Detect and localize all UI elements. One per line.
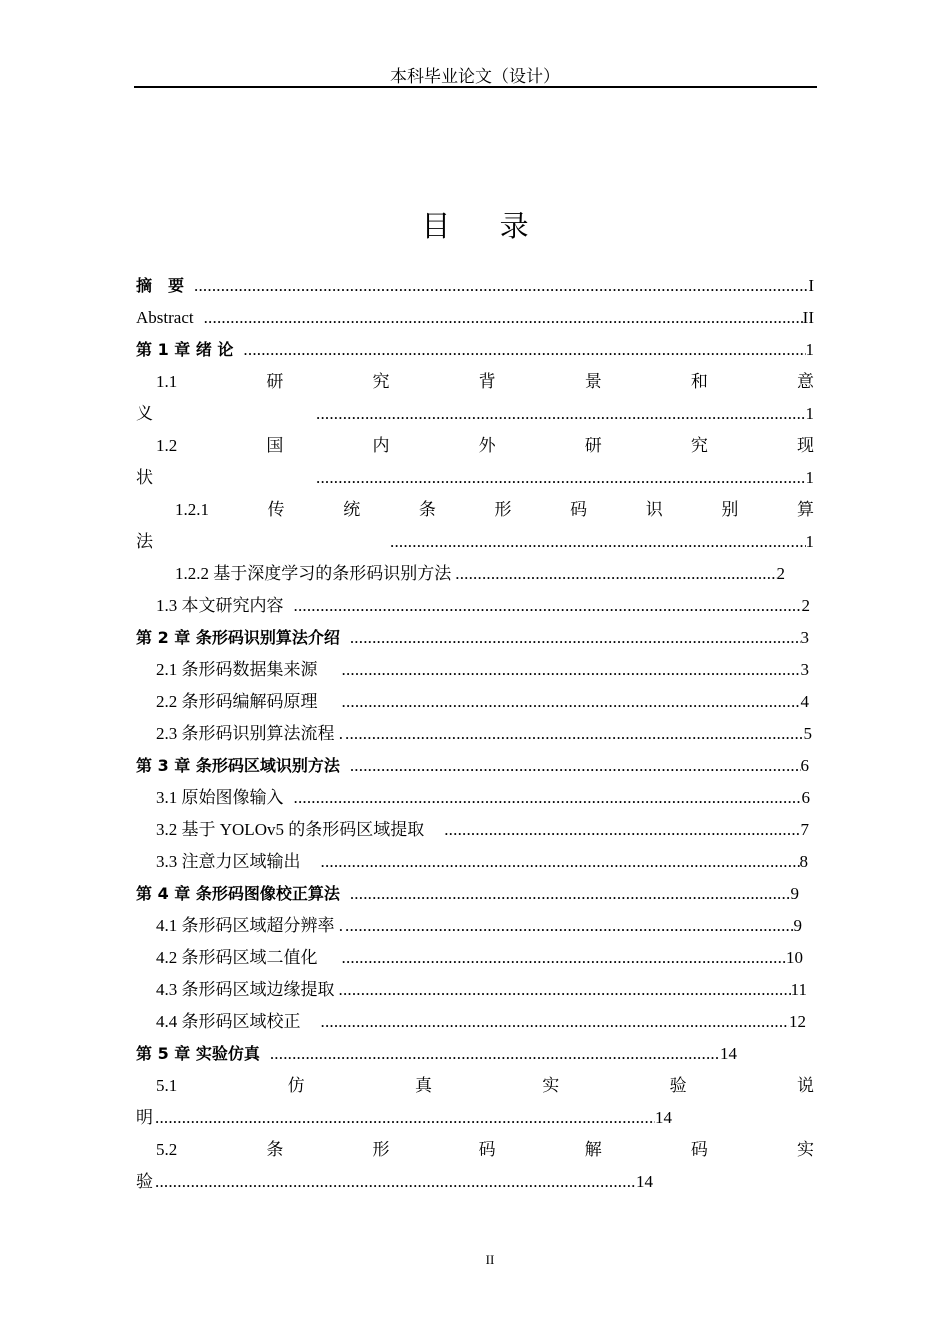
toc-entry-ch1[interactable] [136, 338, 814, 362]
toc-entry-s4-4[interactable] [156, 1010, 806, 1034]
toc-label: 义 [136, 404, 153, 423]
toc-label: 3.2 基于 YOLOv5 的条形码区域提取 [156, 820, 425, 839]
toc-word: 5.2 [156, 1140, 178, 1159]
toc-leader [345, 914, 794, 938]
toc-leader [155, 1170, 636, 1194]
toc-page: 3 [800, 660, 809, 679]
toc-leader [194, 274, 808, 298]
toc-word: 说 [796, 1076, 814, 1095]
toc-entry-s5-2-line1[interactable] [156, 1138, 814, 1162]
toc-page: 1 [805, 468, 814, 487]
toc-page: 10 [786, 948, 803, 967]
toc-entry-abstract-en[interactable] [136, 306, 814, 330]
toc-leader [339, 978, 791, 1002]
toc-label: 1.3 本文研究内容 [156, 596, 284, 615]
toc-word: 实 [797, 1140, 814, 1159]
toc-leader [321, 850, 800, 874]
toc-page: 1 [805, 404, 814, 423]
toc-word: 码 [478, 1140, 496, 1159]
toc-leader [155, 1106, 655, 1130]
toc-page: 9 [793, 916, 802, 935]
toc-entry-s5-2-line2[interactable] [136, 1170, 653, 1194]
toc-title: 目 录 [421, 209, 549, 243]
toc-word: 景 [584, 372, 602, 391]
toc-entry-s1-2-1-line1[interactable] [175, 498, 814, 522]
toc-entry-s3-1[interactable] [156, 786, 810, 810]
toc-entry-s3-2[interactable] [156, 818, 809, 842]
toc-leader [342, 946, 787, 970]
toc-page: 3 [800, 628, 809, 647]
toc-entry-ch2[interactable] [136, 626, 809, 650]
toc-label: 第 5 章 实验仿真 [136, 1044, 260, 1063]
toc-label: 4.3 条形码区域边缘提取 [156, 980, 335, 999]
toc-label: 摘 要 [136, 276, 185, 295]
toc-word: 实 [542, 1076, 560, 1095]
toc-word: 统 [343, 500, 361, 519]
toc-word: 国 [266, 436, 284, 455]
toc-entry-s1-2-line2[interactable] [136, 466, 814, 490]
toc-label: 2.1 条形码数据集来源 [156, 660, 318, 679]
toc-entry-s1-2-1-line2[interactable] [136, 530, 814, 554]
toc-word: 研 [584, 436, 602, 455]
toc-word: 解 [584, 1140, 602, 1159]
header-rule [134, 86, 817, 88]
toc-leader [294, 594, 802, 618]
toc-entry-s1-2-line1[interactable] [156, 434, 814, 458]
toc-word: 究 [690, 436, 708, 455]
toc-leader [345, 722, 804, 746]
toc-word: 研 [266, 372, 284, 391]
toc-entry-s5-1-line1[interactable] [156, 1074, 814, 1098]
toc-label: 4.2 条形码区域二值化 [156, 948, 318, 967]
toc-word: 形 [372, 1140, 390, 1159]
toc-label: 第 3 章 条形码区域识别方法 [136, 756, 340, 775]
toc-label: Abstract [136, 308, 194, 327]
toc-label: 2.3 条形码识别算法流程 . [156, 724, 343, 743]
page-number: II [485, 1252, 495, 1267]
toc-leader [321, 1010, 790, 1034]
toc-label: 验 [136, 1172, 153, 1191]
toc-page: II [802, 308, 814, 327]
toc-word: 别 [721, 500, 739, 519]
toc-entry-abstract-cn[interactable] [136, 274, 814, 298]
toc-label: 第 1 章 绪 论 [136, 340, 234, 359]
toc-word: 5.1 [156, 1076, 178, 1095]
toc-page: 1 [805, 532, 814, 551]
toc-leader [444, 818, 800, 842]
toc-word: 验 [669, 1076, 687, 1095]
toc-leader [350, 626, 801, 650]
toc-entry-s1-1-line2[interactable] [136, 402, 814, 426]
toc-entry-s4-1[interactable] [156, 914, 802, 938]
toc-word: 条 [418, 500, 436, 519]
toc-label: 第 2 章 条形码识别算法介绍 [136, 628, 340, 647]
toc-word: 码 [570, 500, 588, 519]
toc-entry-s1-1-line1[interactable] [156, 370, 814, 394]
toc-page: 6 [800, 756, 809, 775]
toc-word: 意 [797, 372, 814, 391]
toc-leader [243, 338, 805, 362]
toc-leader [342, 658, 801, 682]
toc-word: 条 [266, 1140, 284, 1159]
toc-word: 现 [797, 436, 814, 455]
toc-page: 14 [720, 1044, 737, 1063]
toc-page: 11 [790, 980, 807, 999]
toc-entry-s4-3[interactable] [156, 978, 807, 1002]
toc-entry-s4-2[interactable] [156, 946, 803, 970]
toc-entry-s1-3[interactable] [156, 594, 810, 618]
toc-label: 法 [136, 532, 153, 551]
toc-leader [270, 1042, 720, 1066]
toc-entry-ch3[interactable] [136, 754, 809, 778]
toc-entry-s2-1[interactable] [156, 658, 809, 682]
toc-leader [455, 562, 776, 586]
toc-word: 真 [414, 1076, 432, 1095]
toc-entry-ch4[interactable] [136, 882, 799, 906]
toc-word: 外 [478, 436, 496, 455]
toc-label: 第 4 章 条形码图像校正算法 [136, 884, 340, 903]
toc-leader [390, 530, 806, 554]
toc-page: 6 [801, 788, 810, 807]
toc-word: 传 [267, 500, 285, 519]
toc-word: 码 [690, 1140, 708, 1159]
toc-page: I [808, 276, 814, 295]
toc-word: 仿 [287, 1076, 305, 1095]
toc-label: 1.2.2 基于深度学习的条形码识别方法 [175, 564, 452, 583]
toc-leader [342, 690, 801, 714]
toc-entry-ch5[interactable] [136, 1042, 737, 1066]
toc-word: 究 [372, 372, 390, 391]
toc-leader [316, 402, 806, 426]
toc-page: 1 [805, 340, 814, 359]
toc-word: 识 [645, 500, 663, 519]
toc-page: 2 [801, 596, 810, 615]
toc-leader [204, 306, 803, 330]
toc-word: 形 [494, 500, 512, 519]
toc-label: 4.1 条形码区域超分辨率 . [156, 916, 343, 935]
toc-word: 内 [372, 436, 390, 455]
toc-word: 背 [478, 372, 496, 391]
toc-word: 1.2 [156, 436, 178, 455]
toc-entry-s1-2-2[interactable] [175, 562, 785, 586]
toc-page: 7 [800, 820, 809, 839]
toc-word: 算 [797, 500, 814, 519]
toc-label: 2.2 条形码编解码原理 [156, 692, 318, 711]
toc-page: 9 [790, 884, 799, 903]
toc-label: 4.4 条形码区域校正 [156, 1012, 301, 1031]
toc-page: 8 [799, 852, 808, 871]
toc-leader [316, 466, 806, 490]
toc-entry-s5-1-line2[interactable] [136, 1106, 672, 1130]
toc-leader [350, 882, 791, 906]
toc-page: 14 [636, 1172, 653, 1191]
toc-leader [350, 754, 801, 778]
toc-page: 2 [776, 564, 785, 583]
toc-page: 12 [789, 1012, 806, 1031]
toc-word: 1.1 [156, 372, 178, 391]
header-title: 本科毕业论文（设计） [390, 67, 560, 86]
toc-page: 5 [803, 724, 812, 743]
toc-page: 4 [800, 692, 809, 711]
toc-entry-s3-3[interactable] [156, 850, 808, 874]
toc-label: 状 [136, 468, 153, 487]
toc-page: 14 [655, 1108, 672, 1127]
toc-word: 和 [690, 372, 708, 391]
toc-entry-s2-3[interactable] [156, 722, 812, 746]
toc-leader [294, 786, 802, 810]
toc-word: 1.2.1 [175, 500, 209, 519]
toc-entry-s2-2[interactable] [156, 690, 809, 714]
toc-label: 3.3 注意力区域输出 [156, 852, 301, 871]
toc-label: 明 [136, 1108, 153, 1127]
toc-label: 3.1 原始图像输入 [156, 788, 284, 807]
